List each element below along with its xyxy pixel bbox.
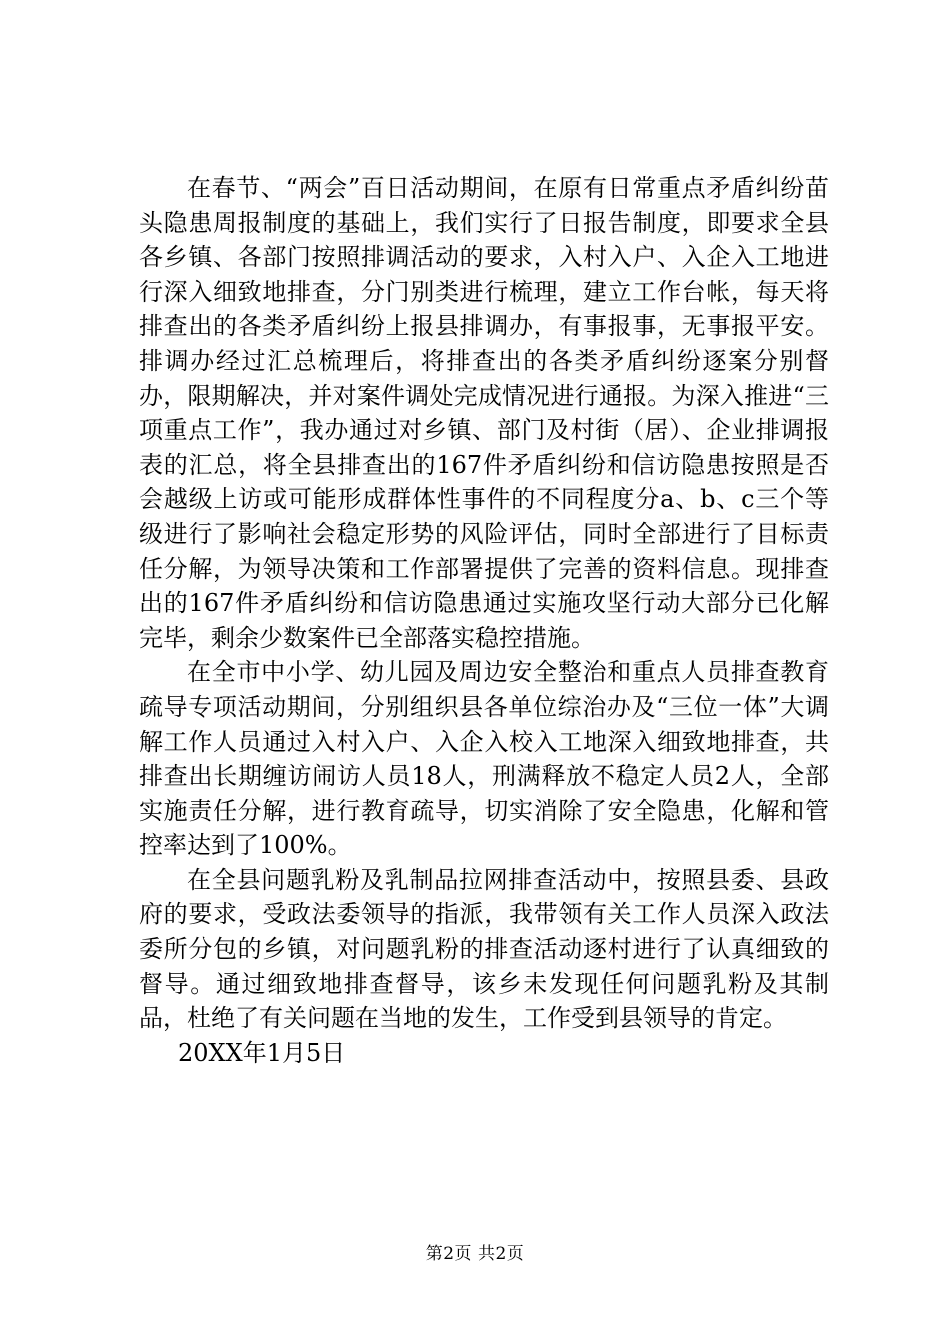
page-number-footer: 第2页 共2页 (425, 1244, 525, 1264)
paragraph-milk-powder-inspection: 在全县问题乳粉及乳制品拉网排查活动中，按照县委、县政府的要求，受政法委领导的指派，我带领有关工作人员深入政法委所分包的乡镇，对问题乳粉的排查活动逐村进行了认真细致的督导。通过细致地排查督导，该乡未发现任何问题乳粉及其制品，杜绝了有关问题在当地的发生，工作受到县领导的肯定。 (139, 865, 829, 1033)
paragraph-spring-festival-report: 在春节、“两会”百日活动期间，在原有日常重点矛盾纠纷苗头隐患周报制度的基础上，我们实行了日报告制度，即要求全县各乡镇、各部门按照排调活动的要求，入村入户、入企入工地进行深入细致地排查，分门别类进行梳理，建立工作台帐，每天将排查出的各类矛盾纠纷上报县排调办，有事报事，无事报平安。排调办经过汇总梳理后，将排查出的各类矛盾纠纷逐案分别督办，限期解决，并对案件调处完成情况进行通报。为深入推进“三项重点工作”，我办通过对乡镇、部门及村街（居）、企业排调报表的汇总，将全县排查出的167件矛盾纠纷和信访隐患按照是否会越级上访或可能形成群体性事件的不同程度分a、b、c三个等级进行了影响社会稳定形势的风险评估，同时全部进行了目标责任分解，为领导决策和工作部署提供了完善的资料信息。现排查出的167件矛盾纠纷和信访隐患通过实施攻坚行动大部分已化解完毕，剩余少数案件已全部落实稳控措施。 (139, 174, 829, 652)
paragraph-school-safety-campaign: 在全市中小学、幼儿园及周边安全整治和重点人员排查教育疏导专项活动期间，分别组织县各单位综治办及“三位一体”大调解工作人员通过入村入户、入企入校入工地深入细致地排查，共排查出长期缠访闹访人员18人，刑满释放不稳定人员2人，全部实施责任分解，进行教育疏导，切实消除了安全隐患，化解和管控率达到了100%。 (139, 658, 829, 860)
document-date: 20XX年1月5日 (178, 1038, 346, 1067)
document-body (139, 171, 829, 1070)
